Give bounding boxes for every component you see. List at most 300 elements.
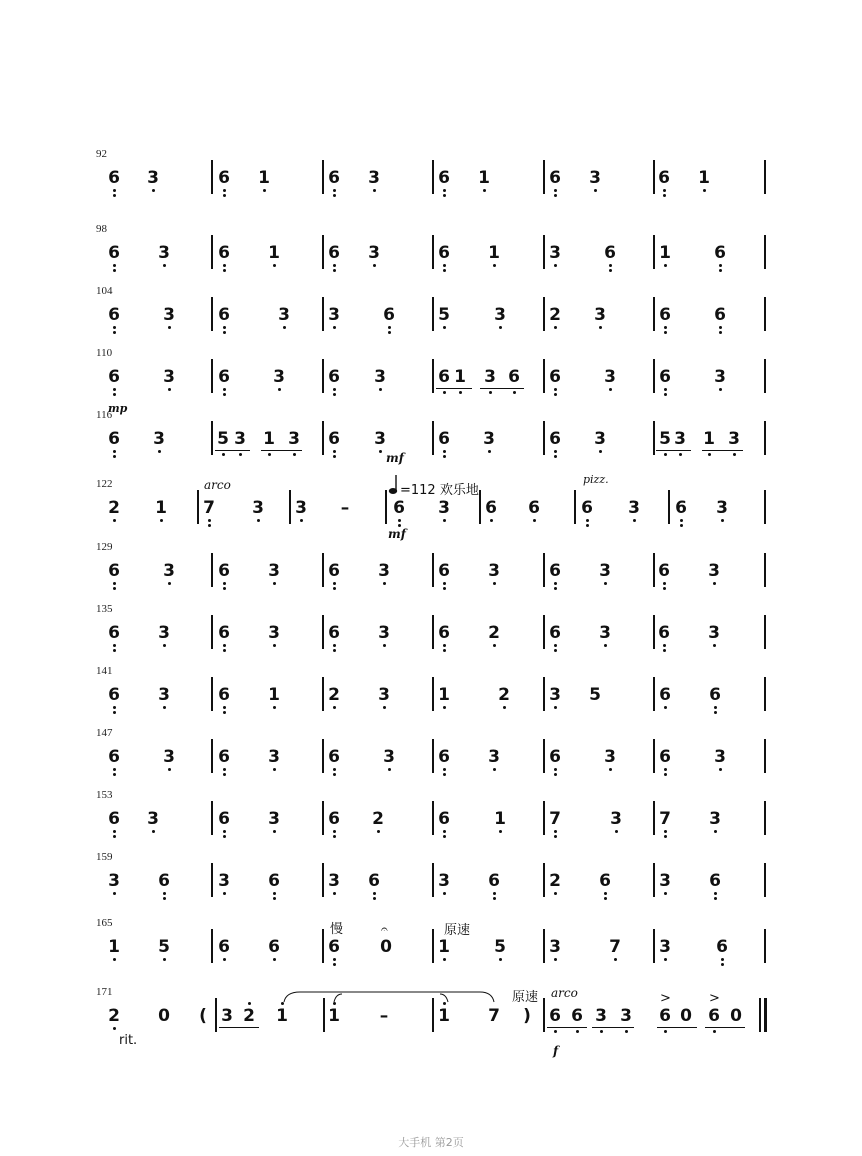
bar-line (322, 929, 324, 963)
eighth-underline (656, 450, 691, 451)
note-digit: 3 (268, 561, 280, 581)
low-octave-dot (513, 391, 516, 394)
note (366, 871, 382, 911)
low-octave-dot (113, 393, 116, 396)
note-digit: 6 (714, 305, 726, 325)
measure-number: 159 (96, 851, 113, 863)
score-row (0, 223, 862, 285)
note-digit: 6 (108, 168, 120, 188)
low-octave-dot (113, 587, 116, 590)
note (232, 429, 248, 469)
note (266, 937, 282, 977)
note-digit: 6 (549, 1006, 561, 1026)
note (547, 429, 563, 469)
measure-number: 165 (96, 917, 113, 929)
fermata-icon: 𝄐 (381, 922, 388, 936)
note-digit: 3 (628, 498, 640, 518)
note (547, 168, 563, 208)
low-octave-dot (273, 582, 276, 585)
note-digit: 2 (549, 305, 561, 325)
low-octave-dot (163, 264, 166, 267)
note-digit: 6 (438, 243, 450, 263)
note-digit: 3 (158, 685, 170, 705)
note (256, 168, 272, 208)
score-row (0, 603, 862, 665)
note-digit: 3 (708, 623, 720, 643)
low-octave-dot (713, 582, 716, 585)
note (526, 498, 542, 538)
low-octave-dot (443, 264, 446, 267)
note-digit: 7 (488, 1006, 500, 1026)
bar-line (211, 863, 213, 897)
low-octave-dot (223, 644, 226, 647)
note (216, 561, 232, 601)
note (326, 623, 342, 663)
note-digit: 3 (604, 367, 616, 387)
note (266, 561, 282, 601)
note-digit: 2 (498, 685, 510, 705)
note (547, 871, 563, 911)
bar-line (211, 801, 213, 835)
note-digit: 3 (368, 168, 380, 188)
note (579, 498, 595, 538)
note-digit: 3 (288, 429, 300, 449)
bar-line (764, 677, 766, 711)
note-digit: 6 (549, 168, 561, 188)
low-octave-dot (554, 768, 557, 771)
low-octave-dot (443, 587, 446, 590)
bar-line (322, 677, 324, 711)
low-octave-dot (721, 519, 724, 522)
note-digit: 3 (659, 937, 671, 957)
note-digit: 3 (328, 871, 340, 891)
bar-line (764, 615, 766, 649)
low-octave-dot (113, 1027, 116, 1030)
bar-line (764, 863, 766, 897)
low-octave-dot (443, 768, 446, 771)
low-octave-dot (533, 519, 536, 522)
low-octave-dot (680, 519, 683, 522)
note (547, 367, 563, 407)
low-octave-dot (239, 453, 242, 456)
score-row (0, 285, 862, 347)
bar-line (764, 553, 766, 587)
note-digit: 3 (549, 685, 561, 705)
low-octave-dot (680, 524, 683, 527)
low-octave-dot (373, 264, 376, 267)
note (707, 871, 723, 911)
note (547, 561, 563, 601)
note-digit: 6 (549, 747, 561, 767)
note-digit: 6 (659, 747, 671, 767)
low-octave-dot (152, 189, 155, 192)
note (486, 1006, 502, 1046)
low-octave-dot (443, 194, 446, 197)
low-octave-dot (113, 194, 116, 197)
note-digit: 3 (484, 367, 496, 387)
bar-line (211, 359, 213, 393)
note (706, 623, 722, 663)
low-octave-dot (599, 326, 602, 329)
note (547, 305, 563, 345)
measure-number: 116 (96, 409, 113, 421)
dynamic-mp: mp (108, 402, 128, 415)
accent-icon-2: > (709, 991, 720, 1006)
bar-line (322, 160, 324, 194)
low-octave-dot (554, 773, 557, 776)
note (274, 1006, 290, 1046)
low-octave-dot (223, 331, 226, 334)
note (376, 561, 392, 601)
note-digit: ) (523, 1006, 531, 1026)
note-digit: 3 (278, 305, 290, 325)
low-octave-dot (273, 958, 276, 961)
low-octave-dot (554, 450, 557, 453)
eighth-underline (702, 450, 743, 451)
note (452, 367, 468, 407)
low-octave-dot (273, 892, 276, 895)
note-digit: 6 (218, 305, 230, 325)
note-digit: 6 (438, 747, 450, 767)
bar-line (764, 235, 766, 269)
note-digit: 3 (549, 937, 561, 957)
bar-line (215, 998, 217, 1032)
note-digit: 6 (218, 747, 230, 767)
low-octave-dot (113, 835, 116, 838)
note-digit: 6 (108, 429, 120, 449)
note (326, 871, 342, 911)
note-digit: 6 (438, 561, 450, 581)
measure-number: 171 (96, 986, 113, 998)
note (547, 243, 563, 283)
note-digit: 3 (595, 1006, 607, 1026)
low-octave-dot (493, 264, 496, 267)
bar-line (322, 235, 324, 269)
note (656, 168, 672, 208)
low-octave-dot (663, 644, 666, 647)
note (657, 429, 673, 469)
note-digit: 3 (374, 367, 386, 387)
low-octave-dot (113, 264, 116, 267)
note (326, 561, 342, 601)
slur-lines (280, 988, 500, 1008)
low-octave-dot (168, 326, 171, 329)
note-digit: 3 (221, 1006, 233, 1026)
bar-line (322, 297, 324, 331)
bar-line (543, 998, 545, 1032)
note (602, 367, 618, 407)
bar-line (211, 421, 213, 455)
low-octave-dot (168, 582, 171, 585)
low-octave-dot (223, 269, 226, 272)
ritardando-marking: rit. (119, 1033, 138, 1048)
low-octave-dot (168, 388, 171, 391)
low-octave-dot (333, 189, 336, 192)
low-octave-dot (223, 582, 226, 585)
note-digit: – (340, 498, 350, 518)
low-octave-dot (113, 706, 116, 709)
bar-line (764, 490, 766, 524)
note-digit: 5 (217, 429, 229, 449)
low-octave-dot (663, 194, 666, 197)
note (372, 367, 388, 407)
note (326, 305, 342, 345)
low-octave-dot (273, 264, 276, 267)
note-digit: 6 (658, 561, 670, 581)
note (496, 685, 512, 725)
low-octave-dot (273, 706, 276, 709)
note (592, 429, 608, 469)
low-octave-dot (333, 582, 336, 585)
bar-line (543, 421, 545, 455)
note-digit: 3 (714, 367, 726, 387)
note-digit: 3 (158, 243, 170, 263)
note-digit: 3 (594, 429, 606, 449)
a-tempo-marking: 原速 (444, 923, 471, 938)
low-octave-dot (554, 835, 557, 838)
bar-line (479, 490, 481, 524)
note-digit: 6 (218, 809, 230, 829)
note (626, 498, 642, 538)
measure-number: 135 (96, 603, 113, 615)
low-octave-dot (664, 331, 667, 334)
note-digit: 6 (108, 809, 120, 829)
note-digit: 6 (328, 623, 340, 643)
note (106, 429, 122, 469)
bar-line (764, 421, 766, 455)
note-digit: 6 (659, 685, 671, 705)
bar-line (322, 553, 324, 587)
note (286, 429, 302, 469)
note (219, 1006, 235, 1046)
low-octave-dot (554, 644, 557, 647)
note-digit: 6 (218, 937, 230, 957)
low-octave-dot (443, 644, 446, 647)
score-row (0, 409, 862, 471)
note-digit: 6 (218, 561, 230, 581)
note-digit: 6 (658, 168, 670, 188)
low-octave-dot (379, 450, 382, 453)
note-digit: 6 (658, 623, 670, 643)
note-digit: 6 (549, 429, 561, 449)
note-digit: 3 (438, 498, 450, 518)
low-octave-dot (554, 189, 557, 192)
note (161, 305, 177, 345)
note-digit: 3 (295, 498, 307, 518)
measure-number: 98 (96, 223, 107, 235)
low-octave-dot (609, 388, 612, 391)
low-octave-dot (625, 1030, 628, 1033)
note-digit: 0 (680, 1006, 692, 1026)
low-octave-dot (679, 453, 682, 456)
note-digit: 6 (659, 367, 671, 387)
note-digit: 1 (263, 429, 275, 449)
note-digit: 3 (158, 623, 170, 643)
note (326, 367, 342, 407)
bar-line (653, 421, 655, 455)
note-digit: 1 (155, 498, 167, 518)
note (519, 1006, 535, 1046)
note-digit: 5 (158, 937, 170, 957)
eighth-underline (657, 1027, 697, 1028)
low-octave-dot (223, 830, 226, 833)
low-octave-dot (113, 768, 116, 771)
low-octave-dot (333, 649, 336, 652)
note (547, 809, 563, 849)
note-digit: 6 (549, 561, 561, 581)
low-octave-dot (664, 773, 667, 776)
note (195, 1006, 211, 1046)
low-octave-dot (604, 582, 607, 585)
final-bar-line (759, 998, 761, 1032)
low-octave-dot (719, 388, 722, 391)
note (161, 561, 177, 601)
low-octave-dot (377, 830, 380, 833)
note-digit: 6 (708, 1006, 720, 1026)
note-digit: 3 (549, 243, 561, 263)
note (156, 871, 172, 911)
low-octave-dot (554, 706, 557, 709)
low-octave-dot (664, 958, 667, 961)
note-digit: 3 (268, 809, 280, 829)
note (326, 809, 342, 849)
note (436, 623, 452, 663)
eighth-underline (436, 388, 472, 389)
note-digit: 6 (659, 1006, 671, 1026)
low-octave-dot (483, 189, 486, 192)
note (366, 243, 382, 283)
note-digit: 3 (153, 429, 165, 449)
bar-line (432, 615, 434, 649)
low-octave-dot (223, 264, 226, 267)
pizz-marking: pizz. (583, 473, 609, 486)
eighth-underline (480, 388, 524, 389)
note-digit: 1 (454, 367, 466, 387)
low-octave-dot (208, 519, 211, 522)
bar-line (653, 553, 655, 587)
note-digit: 6 (108, 747, 120, 767)
score-row (0, 665, 862, 727)
eighth-underline (547, 1027, 587, 1028)
low-octave-dot (163, 892, 166, 895)
note-digit: 6 (218, 623, 230, 643)
bar-line (432, 359, 434, 393)
note-digit: 6 (709, 685, 721, 705)
note-digit: 3 (252, 498, 264, 518)
low-octave-dot (609, 264, 612, 267)
low-octave-dot (554, 393, 557, 396)
low-octave-dot (398, 519, 401, 522)
note-digit: 3 (674, 429, 686, 449)
note-digit: 3 (599, 623, 611, 643)
bar-line (322, 359, 324, 393)
slow-marking: 慢 (330, 922, 344, 937)
note (156, 623, 172, 663)
low-octave-dot (664, 453, 667, 456)
bar-line (653, 739, 655, 773)
low-octave-dot (664, 835, 667, 838)
note-digit: 6 (328, 809, 340, 829)
note-digit: 2 (372, 809, 384, 829)
low-octave-dot (576, 1030, 579, 1033)
note-digit: 3 (483, 429, 495, 449)
note-digit: 1 (494, 809, 506, 829)
note (106, 367, 122, 407)
note (656, 561, 672, 601)
low-octave-dot (158, 450, 161, 453)
note (656, 623, 672, 663)
note (673, 498, 689, 538)
note (726, 429, 742, 469)
note-digit: 3 (147, 809, 159, 829)
note (381, 305, 397, 345)
low-octave-dot (554, 1030, 557, 1033)
note-digit: 6 (675, 498, 687, 518)
low-octave-dot (499, 958, 502, 961)
note-digit: 1 (703, 429, 715, 449)
note (216, 305, 232, 345)
bar-line (543, 677, 545, 711)
low-octave-dot (614, 958, 617, 961)
note-digit: 6 (108, 685, 120, 705)
low-octave-dot (278, 388, 281, 391)
note (326, 243, 342, 283)
low-octave-dot (459, 391, 462, 394)
note (326, 168, 342, 208)
note-digit: 0 (380, 937, 392, 957)
note (482, 367, 498, 407)
note (266, 747, 282, 787)
note (145, 168, 161, 208)
low-octave-dot (733, 453, 736, 456)
note (436, 685, 452, 725)
low-octave-dot (443, 649, 446, 652)
low-octave-dot (554, 582, 557, 585)
note (607, 937, 623, 977)
note-digit: 2 (549, 871, 561, 891)
note-digit: 6 (218, 685, 230, 705)
note-digit: 6 (328, 367, 340, 387)
low-octave-dot (503, 706, 506, 709)
bar-line (197, 490, 199, 524)
note-digit: 3 (488, 747, 500, 767)
note (436, 561, 452, 601)
dynamic-mf: mf (386, 451, 404, 465)
note-digit: 3 (659, 871, 671, 891)
note-digit: 3 (604, 747, 616, 767)
note-digit: 3 (378, 623, 390, 643)
bar-line (764, 801, 766, 835)
low-octave-dot (113, 269, 116, 272)
low-octave-dot (719, 326, 722, 329)
note (106, 871, 122, 911)
note (436, 1006, 452, 1046)
note-digit: 1 (659, 243, 671, 263)
bar-line (432, 421, 434, 455)
low-octave-dot (333, 326, 336, 329)
note-digit: 7 (609, 937, 621, 957)
low-octave-dot (333, 768, 336, 771)
note-digit: 7 (659, 809, 671, 829)
low-octave-dot (664, 892, 667, 895)
low-octave-dot (443, 582, 446, 585)
note (376, 623, 392, 663)
note (547, 685, 563, 725)
low-octave-dot (223, 587, 226, 590)
note (366, 168, 382, 208)
low-octave-dot (388, 326, 391, 329)
low-octave-dot (113, 519, 116, 522)
